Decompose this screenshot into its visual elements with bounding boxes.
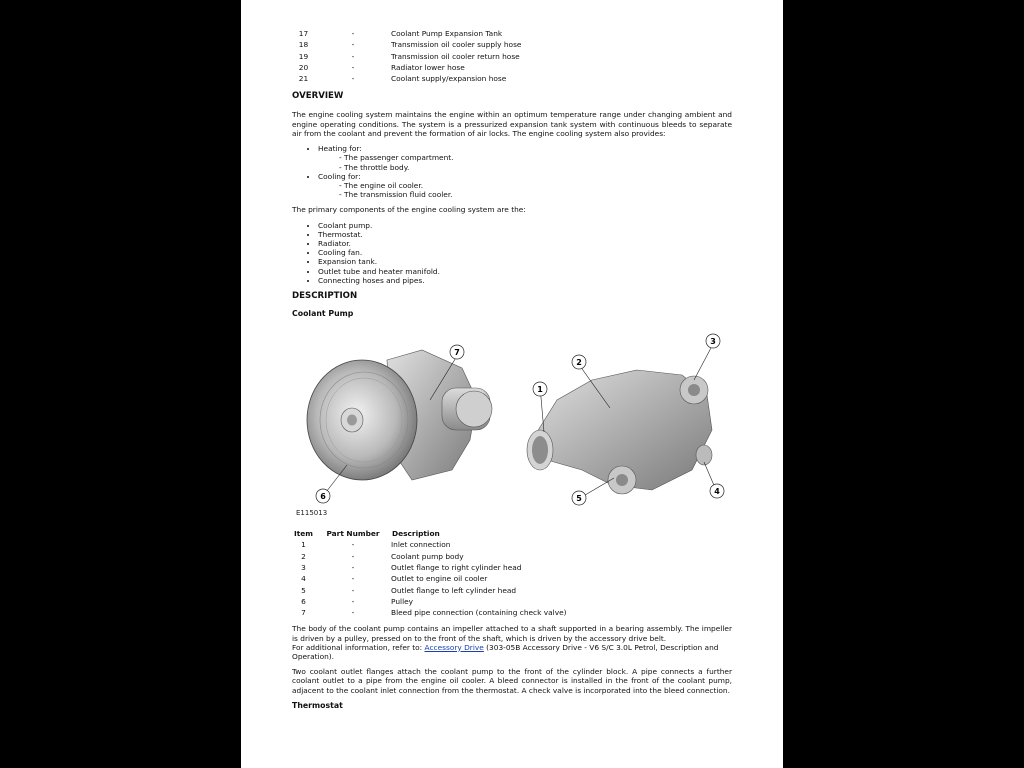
item-number: 4 xyxy=(301,574,306,584)
item-number: 19 xyxy=(298,51,309,61)
list-item: • Radiator. xyxy=(318,239,732,248)
callout xyxy=(533,382,547,396)
table-row xyxy=(292,551,567,562)
figure-reference: E115013 xyxy=(296,509,328,517)
table-row xyxy=(292,584,567,595)
item-number: 1 xyxy=(301,540,306,550)
callout xyxy=(450,345,464,359)
part-description: Outlet flange to left cylinder head xyxy=(391,585,517,595)
part-number: - xyxy=(351,574,355,584)
item-number: 17 xyxy=(298,29,309,39)
components-intro: The primary components of the engine cooling system are the: xyxy=(292,205,526,215)
part-number: - xyxy=(351,562,355,572)
item-number: 5 xyxy=(301,585,306,595)
list-item: • Thermostat. xyxy=(318,230,732,239)
part-number: - xyxy=(351,551,355,561)
coolant-pump-illustration xyxy=(292,320,732,520)
list-item: • Cooling fan. xyxy=(318,248,732,257)
sub-item: - The throttle body. xyxy=(339,162,410,172)
svg-text:1: 1 xyxy=(537,385,543,394)
table-row xyxy=(292,28,521,39)
table-row xyxy=(292,62,521,73)
part-number: - xyxy=(351,62,355,72)
part-description: Transmission oil cooler return hose xyxy=(391,51,520,61)
item-number: 18 xyxy=(298,40,309,50)
components-list xyxy=(292,221,732,285)
list-item: • Expansion tank. xyxy=(318,257,732,266)
part-description: Bleed pipe connection (containing check valve) xyxy=(391,608,567,618)
part-description: Outlet flange to right cylinder head xyxy=(391,562,522,572)
svg-text:3: 3 xyxy=(710,337,716,346)
item-number: 2 xyxy=(301,551,306,561)
description-heading: DESCRIPTION xyxy=(292,290,358,301)
list-item: • Outlet tube and heater manifold. xyxy=(318,267,732,276)
item-number: 6 xyxy=(301,596,306,606)
coolant-pump-figure xyxy=(292,320,732,520)
part-description: Coolant supply/expansion hose xyxy=(391,74,507,84)
part-description: Transmission oil cooler supply hose xyxy=(391,40,522,50)
document-page xyxy=(241,0,783,768)
part-number: - xyxy=(351,29,355,39)
reference-paragraph: For additional information, refer to: Accessory Drive (303-05B Accessory Drive - V6 S/C 3.0L Petrol, Description and Operation). xyxy=(292,642,719,661)
list-item: • Coolant pump. xyxy=(318,221,732,230)
column-header-part-number: Part Number xyxy=(326,529,380,539)
part-number: - xyxy=(351,608,355,618)
sub-item: - The transmission fluid cooler. xyxy=(339,190,453,200)
callout xyxy=(572,355,586,369)
overview-heading: OVERVIEW xyxy=(292,91,344,102)
part-description: Pulley xyxy=(391,596,414,606)
pump-rear-view xyxy=(527,370,712,494)
callout xyxy=(316,489,330,503)
svg-text:4: 4 xyxy=(714,487,720,496)
callout xyxy=(572,491,586,505)
table-row xyxy=(292,573,567,584)
part-description: Coolant Pump Expansion Tank xyxy=(391,29,503,39)
item-number: 21 xyxy=(298,74,309,84)
coolant-outlet-paragraph: Two coolant outlet flanges attach the coolant pump to the front of the cylinder block. A pipe connects a further coolant outlet to a pipe from the engine oil cooler. A bleed connector is installed in the front of the coolant pump, adjacent to the coolant inlet connection from the thermostat. A check valve is incorporated into the bleed connection. xyxy=(292,667,732,695)
callout xyxy=(706,334,720,348)
part-number: - xyxy=(351,596,355,606)
item-number: 3 xyxy=(301,562,306,572)
part-description: Inlet connection xyxy=(391,540,451,550)
table-row xyxy=(292,39,521,50)
part-description: Outlet to engine oil cooler xyxy=(391,574,488,584)
provides-list xyxy=(292,144,732,199)
table-row xyxy=(292,73,521,84)
part-number: - xyxy=(351,540,355,550)
part-number: - xyxy=(351,74,355,84)
item-number: 7 xyxy=(301,608,306,618)
part-description: Radiator lower hose xyxy=(391,62,465,72)
svg-text:2: 2 xyxy=(576,358,582,367)
sub-item: - The passenger compartment. xyxy=(339,153,454,163)
callout xyxy=(710,484,724,498)
coolant-pump-body-paragraph: The body of the coolant pump contains an impeller attached to a shaft supported in a bearing assembly. The impeller is driven by a pulley, pressed on to the front of the shaft, which is driven by the accessory drive belt. xyxy=(292,624,732,643)
column-header-item: Item xyxy=(294,529,313,539)
part-number: - xyxy=(351,585,355,595)
list-item: • Connecting hoses and pipes. xyxy=(318,276,732,285)
parts-list-continued xyxy=(292,28,521,84)
table-row xyxy=(292,51,521,62)
sub-item: - The engine oil cooler. xyxy=(339,180,424,190)
svg-text:7: 7 xyxy=(454,348,460,357)
accessory-drive-link[interactable]: Accessory Drive xyxy=(424,642,484,652)
part-description: Coolant pump body xyxy=(391,551,464,561)
pump-front-view xyxy=(307,350,492,480)
part-number: - xyxy=(351,51,355,61)
svg-text:6: 6 xyxy=(320,492,326,501)
column-header-description: Description xyxy=(392,529,440,539)
svg-text:5: 5 xyxy=(576,494,582,503)
table-row xyxy=(292,596,567,607)
overview-intro: The engine cooling system maintains the engine within an optimum temperature range under changing ambient and engine operating conditions. The system is a pressurized expansion tank system with continuous bleeds to separate air from the coolant and prevent the formation of air locks. The engine cooling system also provides: xyxy=(292,110,732,138)
list-item: • Heating for: - The passenger compartment. - The throttle body. xyxy=(318,144,732,172)
part-number: - xyxy=(351,40,355,50)
document-content xyxy=(292,28,732,710)
table-row xyxy=(292,607,567,618)
coolant-pump-parts-table xyxy=(292,528,567,618)
thermostat-heading: Thermostat xyxy=(292,700,343,710)
table-row xyxy=(292,539,567,550)
coolant-pump-heading: Coolant Pump xyxy=(292,308,354,318)
item-number: 20 xyxy=(298,62,309,72)
table-header-row xyxy=(292,528,567,539)
list-item: • Cooling for: - The engine oil cooler. - The transmission fluid cooler. xyxy=(318,172,732,200)
table-row xyxy=(292,562,567,573)
